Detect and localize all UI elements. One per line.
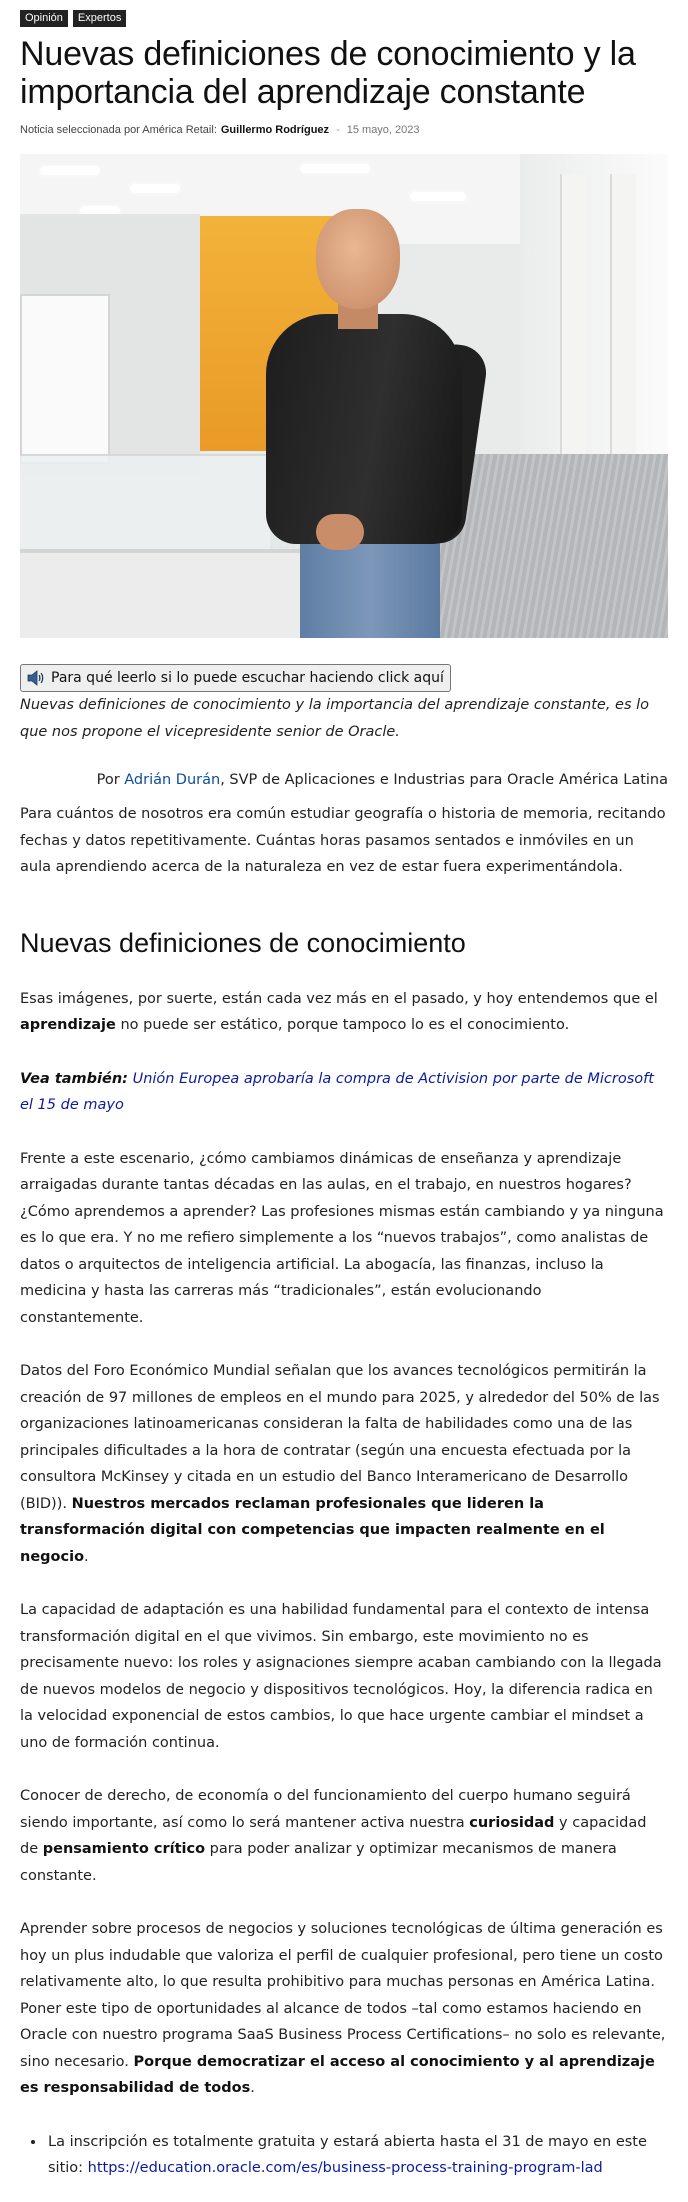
paragraph-text: Esas imágenes, por suerte, están cada vez más en el pasado, y hoy entendemos que el [20,990,658,1007]
paragraph-text: y capacidad de [20,1814,647,1857]
meta-separator: - [336,124,340,136]
author-link[interactable]: Guillermo Rodríguez [220,124,330,136]
photo-ceiling-light [40,166,100,175]
paragraph-text: Conocer de derecho, de economía o del funcionamiento del cuerpo humano seguirá siendo importante, así como lo será mantener activa nuestra [20,1788,631,1831]
paragraph-3 [20,1358,668,1570]
see-also [20,1066,668,1119]
article-lede: Nuevas definiciones de conocimiento y la importancia del aprendizaje constante, es lo que nos propone el vicepresidente senior de Oracle. [20,697,650,740]
list-item-text: La inscripción es totalmente gratuita y estará abierta hasta el 31 de mayo en este sitio: [48,2133,647,2176]
category-tags [20,10,668,27]
byline-role: , SVP de Aplicaciones e Industrias para Oracle América Latina [220,772,668,788]
selected-by-label: Noticia seleccionada por América Retail: [20,124,217,136]
category-tag-expertos[interactable]: Expertos [73,10,126,27]
paragraph-text: Aprender sobre procesos de negocios y soluciones tecnológicas de última generación es hoy un plus indudable que valoriza el perfil de cualquier profesional, pero tiene un costo relativamente alto, lo que resulta prohibitivo para muchas personas en América Latina. Poner este tipo de oportunidades al alcance de todos –tal como estamos haciendo en Oracle con nuestro programa SaaS Business Process Certifications– no solo es relevante, sino necesario. [20,1921,666,2070]
paragraph-text: no puede ser estático, porque tampoco lo es el conocimiento. [115,1017,570,1033]
article-title: Nuevas definiciones de conocimiento y la importancia del aprendizaje constante [20,35,636,111]
hero-photo [20,154,668,638]
byline-author-link[interactable]: Adrián Durán [124,772,221,788]
registration-link[interactable]: https://education.oracle.com/es/business-process-training-program-lad [87,2160,603,2176]
listen-audio-button[interactable] [20,664,451,692]
list-item [46,2129,668,2182]
paragraph-text: . [250,2080,255,2096]
bold-statement: Porque democratizar el acceso al conocimiento y al aprendizaje es responsabilidad de todos [20,2053,655,2096]
section-heading: Nuevas definiciones de conocimiento [20,927,466,958]
bold-statement: Nuestros mercados reclaman profesionales que lideren la transformación digital con competencias que impacten realmente en el negocio [20,1495,605,1565]
paragraph-text: Datos del Foro Económico Mundial señalan que los avances tecnológicos permitirán la creación de 97 millones de empleos en el mundo para 2025, y alrededor del 50% de las organizaciones latinoamericanas consideran la falta de habilidades como una de las principales dificultades a la hora de contratar (según una encuesta efectuada por la consultora McKinsey y citada en un estudio del Banco Interamericano de Desarrollo (BID)). [20,1363,660,1512]
paragraph-6 [20,1916,668,2102]
photo-ceiling-light [410,192,466,201]
listen-audio-label: Para qué leerlo si lo puede escuchar haciendo click aquí [51,670,444,686]
see-also-link[interactable]: Unión Europea aprobaría la compra de Activision por parte de Microsoft el 15 de mayo [20,1070,654,1113]
bullet-list [46,2129,668,2182]
see-also-label: Vea también: [20,1070,128,1087]
paragraph-2: Frente a este escenario, ¿cómo cambiamos dinámicas de enseñanza y aprendizaje arraigadas durante tantas décadas en las aulas, en el trabajo, en nuestros hogares? ¿Cómo aprendemos a aprender? Las profesiones mismas están cambiando y ya ninguna es lo que era. Y no me refiero simplemente a los “nuevos trabajos”, como analistas de datos o arquitectos de inteligencia artificial. La abogacía, las finanzas, incluso la medicina y hasta las carreras más “tradicionales”, están evolucionando constantemente. [20,1150,664,1326]
publish-date: 15 mayo, 2023 [346,124,420,136]
photo-person-shirt [266,314,462,544]
photo-person-head [316,209,400,309]
paragraph-text: para poder analizar y optimizar mecanismos de manera constante. [20,1841,617,1884]
category-tag-opinion[interactable]: Opinión [20,10,68,27]
paragraph-5 [20,1783,668,1889]
article-meta [20,124,668,136]
photo-ceiling-light [300,164,370,173]
bold-keyword: aprendizaje [20,1017,116,1033]
photo-ceiling-light [130,184,180,193]
paragraph-4: La capacidad de adaptación es una habilidad fundamental para el contexto de intensa transformación digital en el que vivimos. Sin embargo, este movimiento no es precisamente nuevo: los roles y asignaciones siempre acaban cambiando con la llegada de nuevos modelos de negocio y dispositivos tecnológicos. Hoy, la diferencia radica en la velocidad exponencial de estos cambios, lo que hace urgente cambiar el mindset a uno de formación continua. [20,1602,662,1751]
paragraph-text: . [84,1548,89,1565]
bold-keyword: pensamiento crítico [42,1841,206,1857]
photo-window [20,294,110,464]
paragraph-1 [20,986,668,1039]
byline [20,767,668,793]
byline-prefix: Por [96,772,125,788]
intro-paragraph: Para cuántos de nosotros era común estudiar geografía o historia de memoria, recitando fechas y datos repetitivamente. Cuántas horas pasamos sentados e inmóviles en un aula aprendiendo acerca de la naturaleza en vez de estar fuera experimentándola. [20,806,666,875]
photo-person-hand [316,514,364,550]
bold-keyword: curiosidad [469,1814,555,1831]
speaker-icon [27,670,45,686]
